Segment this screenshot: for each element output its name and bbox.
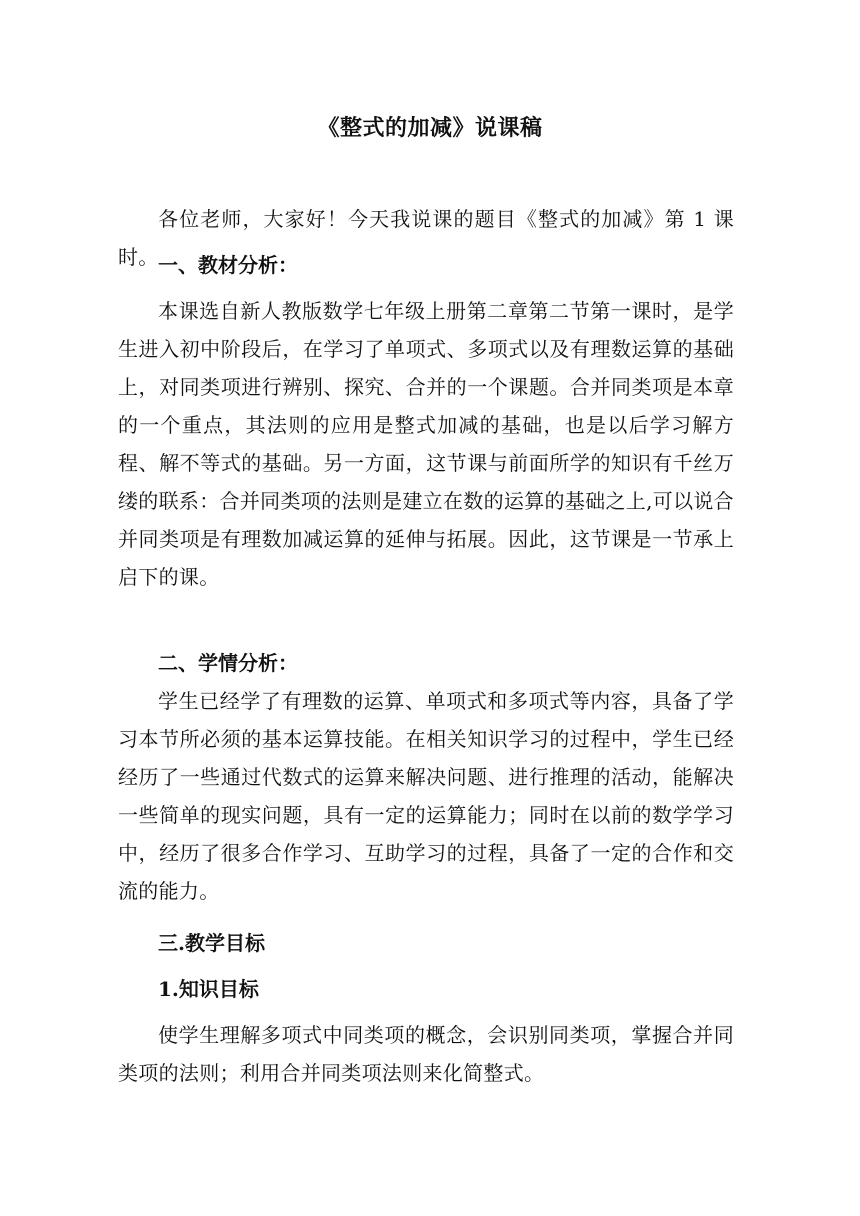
section-heading-teaching-goals: 三.教学目标 [158, 931, 265, 955]
student-analysis-paragraph: 学生已经学了有理数的运算、单项式和多项式等内容，具备了学习本节所必须的基本运算技能。在相关知识学习的过程中，学生已经经历了一些通过代数式的运算来解决问题、进行推理的活动，能解决一些简单的现实问题，具有一定的运算能力；同时在以前的数学学习中，经历了很多合作学习、互助学习的过程，具备了一定的合作和交流的能力。 [118, 689, 734, 903]
knowledge-goals-paragraph: 使学生理解多项式中同类项的概念，会识别同类项，掌握合并同类项的法则；利用合并同类项法则来化简整式。 [118, 1023, 734, 1085]
textbook-analysis-paragraph: 本课选自新人教版数学七年级上册第二章第二节第一课时，是学生进入初中阶段后，在学习了单项式、多项式以及有理数运算的基础上，对同类项进行辨别、探究、合并的一个课题。合并同类项是本章的一个重点，其法则的应用是整式加减的基础，也是以后学习解方程、解不等式的基础。另一方面，这节课与前面所学的知识有千丝万缕的联系：合并同类项的法则是建立在数的运算的基础之上,可以说合并同类项是有理数加减运算的延伸与拓展。因此，这节课是一节承上启下的课。 [118, 299, 734, 589]
document-title: 《整式的加减》说课稿 [317, 115, 543, 141]
section-heading-textbook-analysis: 一、教材分析： [158, 253, 298, 277]
section-textbook-analysis [118, 246, 734, 596]
section-teaching-goals [118, 924, 734, 1092]
section-heading-student-analysis: 二、学情分析： [158, 651, 298, 675]
section-student-analysis [118, 644, 734, 910]
subsection-heading-knowledge-goals: 1.知识目标 [158, 977, 259, 1001]
greeting-paragraph: 各位老师，大家好！今天我说课的题目《整式的加减》第 1 课时。 [118, 207, 734, 269]
